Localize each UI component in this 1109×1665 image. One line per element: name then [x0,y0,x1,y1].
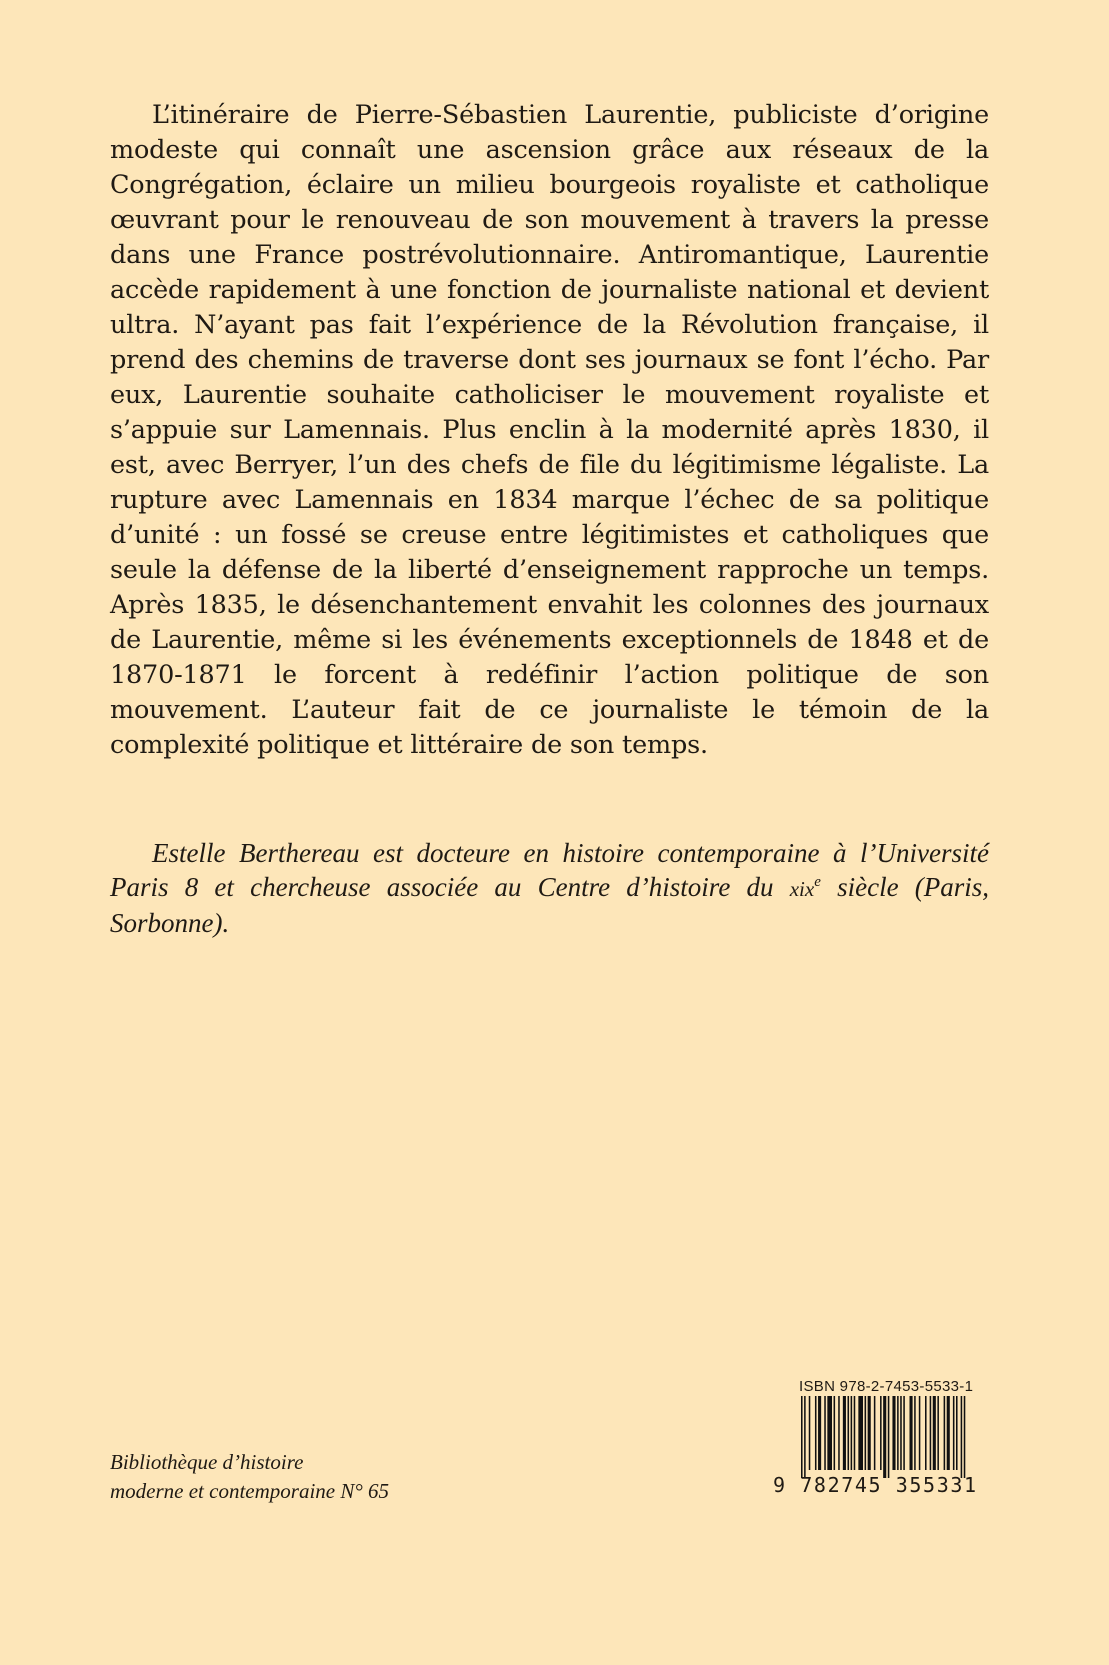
barcode-bar [925,1396,927,1470]
barcode-bar [914,1396,916,1470]
barcode-bar [827,1396,832,1470]
series-line-1: Bibliothèque d’histoire [110,1450,304,1474]
isbn-label: ISBN 978-2-7453-5533-1 [799,1378,974,1395]
barcode-bar [910,1396,913,1470]
barcode-bar [937,1396,939,1470]
barcode-bar [834,1396,836,1470]
barcode-bar [883,1396,886,1478]
barcode-bar [919,1396,921,1470]
century-superscript: e [814,874,821,890]
barcode-bar [858,1396,863,1470]
barcode-bar [897,1396,899,1470]
barcode-bar [843,1396,846,1470]
barcode-bar [851,1396,853,1470]
barcode-bar [956,1396,958,1470]
barcode-bar [801,1396,803,1478]
barcode-bar [888,1396,890,1478]
barcode-bar [944,1396,946,1470]
barcode-bar [818,1396,821,1470]
book-summary: L’itinéraire de Pierre-Sébastien Laurentie, publiciste d’origine modeste qui connaît une ascension grâce aux réseaux de la Congrégation, éclaire un milieu bourgeois royaliste et catholique œuvrant pour le renouveau de son mouvement à travers la presse dans une France postrévolutionnaire. Antiromantique, Laurentie accède rapidement à une fonction de journaliste national et devient ultra. N’ayant pas fait l’expérience de la Révolution française, il prend des chemins de traverse dont ses journaux se font l’écho. Par eux, Laurentie souhaite catholiciser le mouvement royaliste et s’appuie sur Lamennais. Plus enclin à la modernité après 1830, il est, avec Berryer, l’un des chefs de file du légitimisme légaliste. La rupture avec Lamennais en 1834 marque l’échec de sa politique d’unité : un fossé se creuse entre légitimistes et catholiques que seule la défense de la liberté d’enseignement rapproche un temps. Après 1835, le désenchantement envahit les colonnes des journaux de Laurentie, même si les événements exceptionnels de 1848 et de 1870-1871 le forcent à redéfinir l’action politique de son mouvement. L’auteur fait de ce journaliste le témoin de la complexité politique et littéraire de son temps. [110,100,989,760]
barcode-bar [947,1396,950,1470]
barcode-bar [854,1396,856,1470]
author-bio [110,836,989,940]
author-bio-rest: siècle (Paris, Sorbonne). [110,872,990,938]
barcode-bar [848,1396,850,1470]
series-info [110,1448,630,1506]
barcode-digits: 9 782745 355331 [773,1473,978,1497]
barcode-bar [953,1396,955,1470]
century-numeral: xix [789,877,815,901]
barcode-bar [838,1396,840,1470]
isbn-barcode [773,1378,1005,1498]
barcode-bars [797,1396,997,1478]
series-line-2: moderne et contemporaine N° 65 [110,1479,390,1503]
barcode-bar [880,1396,882,1470]
barcode-bar [874,1396,876,1470]
barcode-bar [809,1396,811,1470]
barcode-bar [903,1396,905,1470]
barcode-bar [900,1396,902,1470]
barcode-bar [804,1396,806,1478]
barcode-bar [892,1396,895,1470]
barcode-bar [868,1396,871,1470]
barcode-bar [865,1396,867,1470]
author-bio-text: Estelle Berthereau est docteure en histoire contemporaine à l’Université Paris 8 et chercheuse associée au Centre d’histoire du [110,838,989,902]
barcode-bar [930,1396,932,1470]
barcode-bar [933,1396,936,1470]
barcode-bar [824,1396,826,1470]
barcode-bar [815,1396,817,1470]
barcode-bar [964,1396,966,1478]
barcode-bar [961,1396,963,1478]
